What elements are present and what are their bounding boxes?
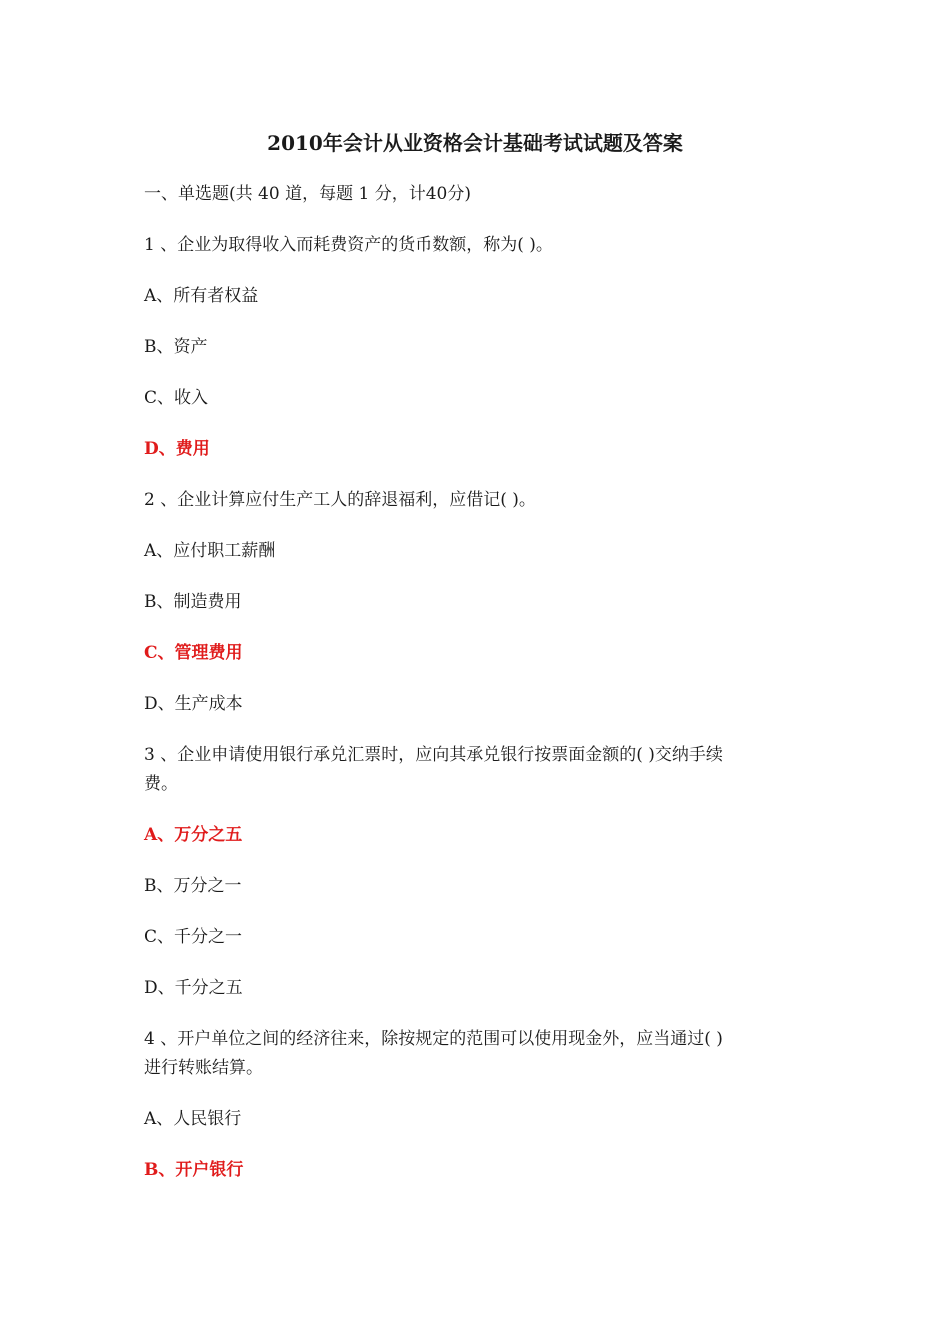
question-3-option-c: C、千分之一	[144, 927, 243, 947]
question-2-option-a: A、应付职工薪酬	[144, 541, 276, 561]
question-3-option-d: D、千分之五	[144, 978, 243, 998]
question-3-option-b: B、万分之一	[144, 876, 242, 896]
question-4-option-a: A、人民银行	[144, 1109, 242, 1129]
question-1-option-a: A、所有者权益	[144, 286, 259, 306]
question-4-option-b-answer: B、开户银行	[144, 1160, 244, 1180]
question-3-stem-line-1: 3 、企业申请使用银行承兑汇票时，应向其承兑银行按票面金额的( )交纳手续	[144, 745, 723, 765]
document-title: 2010年会计从业资格会计基础考试试题及答案	[267, 131, 683, 155]
question-3-stem-line-2: 费。	[144, 774, 178, 794]
question-1-option-c: C、收入	[144, 388, 209, 408]
question-2-stem: 2 、企业计算应付生产工人的辞退福利，应借记( )。	[144, 490, 536, 510]
question-2-option-d: D、生产成本	[144, 694, 243, 714]
question-1-option-b: B、资产	[144, 337, 208, 357]
question-4-stem-line-2: 进行转账结算。	[144, 1058, 263, 1078]
question-3-option-a-answer: A、万分之五	[144, 825, 243, 845]
question-1-stem: 1 、企业为取得收入而耗费资产的货币数额，称为( )。	[144, 235, 553, 255]
question-2-option-c-answer: C、管理费用	[144, 643, 243, 663]
question-1-option-d-answer: D、费用	[144, 439, 210, 459]
question-2-option-b: B、制造费用	[144, 592, 242, 612]
question-4-stem-line-1: 4 、开户单位之间的经济往来，除按规定的范围可以使用现金外，应当通过( )	[144, 1029, 723, 1049]
section-heading: 一、单选题(共 40 道，每题 1 分，计40分)	[144, 184, 471, 204]
